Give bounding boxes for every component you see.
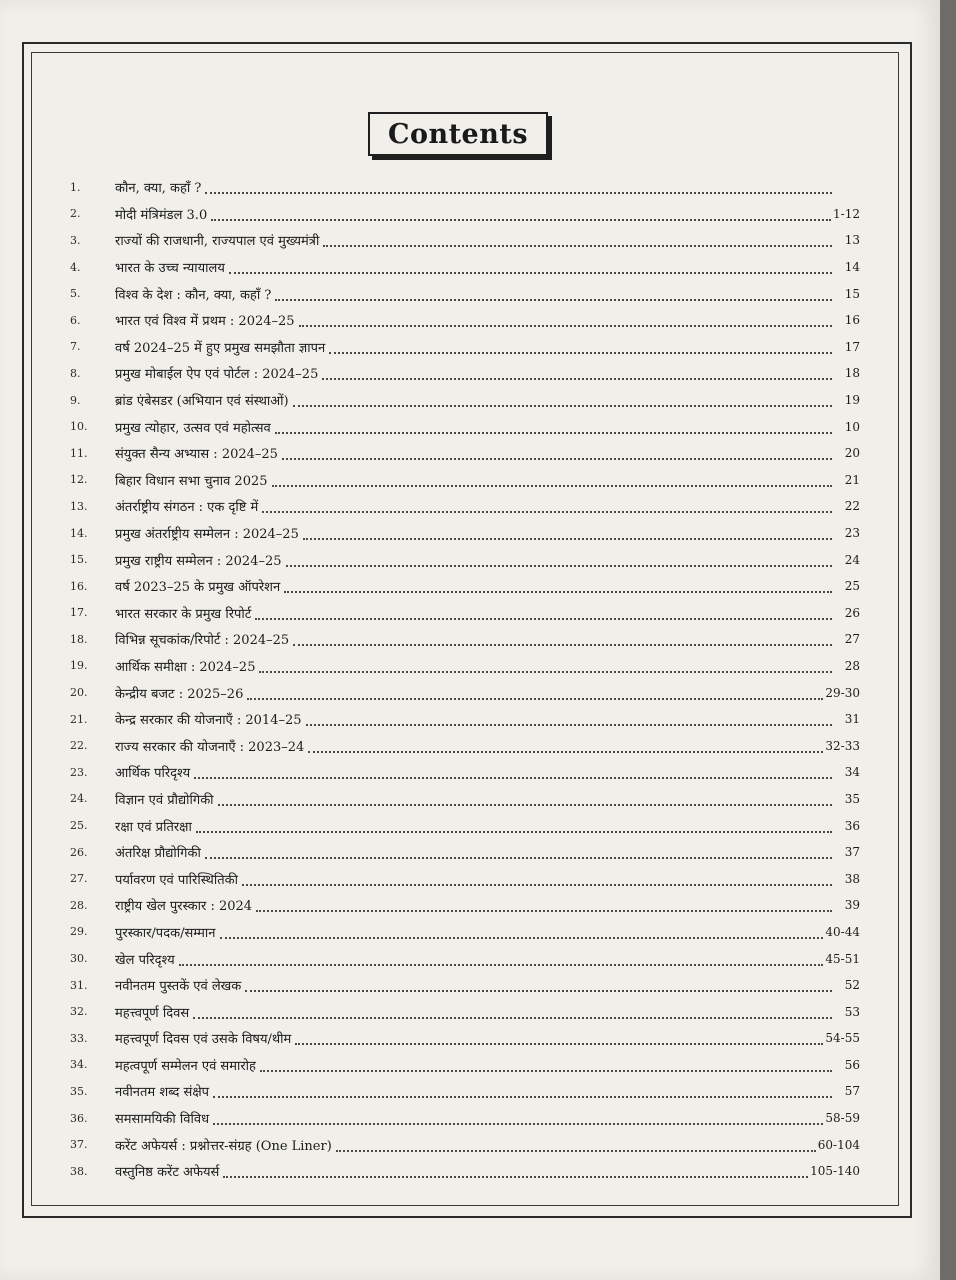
toc-entry-number: 27. xyxy=(70,872,88,886)
dot-leader xyxy=(284,579,832,593)
toc-entry-number: 22. xyxy=(70,739,88,753)
toc-entry-number: 13. xyxy=(70,499,88,513)
dot-leader xyxy=(275,287,832,301)
toc-entry-number: 35. xyxy=(70,1084,88,1098)
dot-leader xyxy=(213,1084,832,1098)
toc-entry xyxy=(70,786,860,813)
toc-entry-title: संयुक्त सैन्य अभ्यास : 2024–25 xyxy=(115,447,278,463)
toc-entry-page: 13 xyxy=(844,233,860,248)
toc-entry xyxy=(70,387,860,414)
toc-entry xyxy=(70,892,860,919)
toc-entry-title: केन्द्रीय बजट : 2025–26 xyxy=(115,686,244,702)
toc-entry-page: 56 xyxy=(844,1057,860,1072)
toc-entry-number: 28. xyxy=(70,898,88,912)
toc-entry-title: रक्षा एवं प्रतिरक्षा xyxy=(115,819,192,835)
toc-entry-title: कौन, क्या, कहाँ ? xyxy=(115,181,202,197)
dot-leader xyxy=(229,260,832,274)
toc-entry-page: 23 xyxy=(844,526,860,541)
toc-entry-number: 21. xyxy=(70,712,88,726)
toc-entry-number: 25. xyxy=(70,819,88,833)
toc-entry-number: 36. xyxy=(70,1111,88,1125)
dot-leader xyxy=(242,872,832,886)
toc-entry-title: आर्थिक परिदृश्य xyxy=(115,766,191,782)
dot-leader xyxy=(256,898,832,912)
toc-entry-page: 53 xyxy=(844,1004,860,1019)
dot-leader xyxy=(282,446,832,460)
toc-entry xyxy=(70,812,860,839)
toc-entry xyxy=(70,467,860,494)
dot-leader xyxy=(220,925,824,939)
toc-entry-title: वर्ष 2023–25 के प्रमुख ऑपरेशन xyxy=(115,580,281,596)
toc-entry xyxy=(70,1105,860,1132)
toc-entry-page: 25 xyxy=(844,579,860,594)
toc-entry-number: 24. xyxy=(70,792,88,806)
toc-entry-page: 52 xyxy=(844,978,860,993)
dot-leader xyxy=(272,473,832,487)
dot-leader xyxy=(303,526,832,540)
toc-entry-title: भारत एवं विश्व में प्रथम : 2024–25 xyxy=(115,314,295,330)
toc-entry xyxy=(70,706,860,733)
toc-entry xyxy=(70,520,860,547)
toc-entry-title: विज्ञान एवं प्रौद्योगिकी xyxy=(115,792,214,808)
toc-entry-title: प्रमुख राष्ट्रीय सम्मेलन : 2024–25 xyxy=(115,553,282,569)
dot-leader xyxy=(205,180,832,194)
dot-leader xyxy=(255,606,832,620)
toc-entry xyxy=(70,1131,860,1158)
toc-entry-page: 39 xyxy=(844,898,860,913)
dot-leader xyxy=(275,420,832,434)
toc-entry-page: 14 xyxy=(844,260,860,275)
toc-entry-number: 15. xyxy=(70,553,88,567)
toc-entry xyxy=(70,1025,860,1052)
toc-entry-number: 31. xyxy=(70,978,88,992)
dot-leader xyxy=(308,739,823,753)
dot-leader xyxy=(194,765,832,779)
toc-entry xyxy=(70,280,860,307)
toc-entry-page: 35 xyxy=(844,791,860,806)
dot-leader xyxy=(293,393,832,407)
toc-entry-number: 5. xyxy=(70,287,81,301)
toc-entry-title: महत्त्वपूर्ण दिवस एवं उसके विषय/थीम xyxy=(115,1032,292,1048)
toc-entry-page: 18 xyxy=(844,366,860,381)
toc-entry-number: 29. xyxy=(70,925,88,939)
toc-entry-number: 1. xyxy=(70,180,81,194)
toc-entry-number: 2. xyxy=(70,207,81,221)
toc-entry xyxy=(70,360,860,387)
toc-entry-number: 37. xyxy=(70,1138,88,1152)
toc-entry-number: 17. xyxy=(70,606,88,620)
dot-leader xyxy=(259,659,832,673)
toc-entry-title: अंतरिक्ष प्रौद्योगिकी xyxy=(115,846,201,862)
toc-entry-title: पुरस्कार/पदक/सम्मान xyxy=(115,925,216,941)
toc-entry-title: वर्ष 2024–25 में हुए प्रमुख समझौता ज्ञापन xyxy=(115,340,326,356)
toc-entry-title: भारत सरकार के प्रमुख रिपोर्ट xyxy=(115,606,252,622)
toc-entry-title: मोदी मंत्रिमंडल 3.0 xyxy=(115,207,208,223)
dot-leader xyxy=(336,1138,816,1152)
toc-entry xyxy=(70,307,860,334)
toc-entry-number: 11. xyxy=(70,446,88,460)
toc-entry-title: महत्त्वपूर्ण दिवस xyxy=(115,1005,190,1021)
toc-entry-title: प्रमुख अंतर्राष्ट्रीय सम्मेलन : 2024–25 xyxy=(115,527,299,543)
toc-entry-page: 1-12 xyxy=(833,206,860,221)
toc-entry xyxy=(70,254,860,281)
toc-entry-page: 21 xyxy=(844,472,860,487)
toc-entry xyxy=(70,493,860,520)
toc-entry-page: 105-140 xyxy=(810,1164,860,1179)
toc-entry xyxy=(70,945,860,972)
toc-entry-number: 14. xyxy=(70,526,88,540)
toc-entry-title: प्रमुख मोबाईल ऐप एवं पोर्टल : 2024–25 xyxy=(115,367,319,383)
toc-entry-number: 7. xyxy=(70,340,81,354)
toc-entry-number: 18. xyxy=(70,632,88,646)
dot-leader xyxy=(293,632,832,646)
toc-entry-number: 10. xyxy=(70,420,88,434)
toc-entry-number: 19. xyxy=(70,659,88,673)
toc-entry-number: 4. xyxy=(70,260,81,274)
toc-entry-title: राष्ट्रीय खेल पुरस्कार : 2024 xyxy=(115,899,253,915)
toc-entry xyxy=(70,919,860,946)
toc-entry-title: विश्व के देश : कौन, क्या, कहाँ ? xyxy=(115,287,272,303)
toc-entry-page: 16 xyxy=(844,313,860,328)
toc-entry-number: 32. xyxy=(70,1005,88,1019)
toc-entry-title: नवीनतम शब्द संक्षेप xyxy=(115,1085,210,1101)
toc-entry-title: समसामयिकी विविध xyxy=(115,1112,210,1128)
toc-entry-number: 34. xyxy=(70,1058,88,1072)
toc-entry-title: प्रमुख त्योहार, उत्सव एवं महोत्सव xyxy=(115,420,271,436)
toc-entry-title: पर्यावरण एवं पारिस्थितिकी xyxy=(115,872,238,888)
toc-entry xyxy=(70,653,860,680)
dot-leader xyxy=(245,978,832,992)
toc-entry-page: 26 xyxy=(844,605,860,620)
page-edge xyxy=(940,0,956,1280)
toc-entry xyxy=(70,440,860,467)
toc-entry-number: 9. xyxy=(70,393,81,407)
toc-entry-title: महत्वपूर्ण सम्मेलन एवं समारोह xyxy=(115,1058,256,1074)
toc-entry xyxy=(70,865,860,892)
dot-leader xyxy=(213,1111,823,1125)
toc-entry-page: 45-51 xyxy=(825,951,860,966)
toc-entry-title: ब्रांड एंबेसडर (अभियान एवं संस्थाओं) xyxy=(115,394,289,410)
toc-entry-title: नवीनतम पुस्तकें एवं लेखक xyxy=(115,979,242,995)
toc-entry-page: 24 xyxy=(844,552,860,567)
dot-leader xyxy=(295,1031,823,1045)
toc-entry-number: 8. xyxy=(70,366,81,380)
dot-leader xyxy=(260,1058,832,1072)
toc-entry-title: वस्तुनिष्ठ करेंट अफेयर्स xyxy=(115,1165,220,1181)
toc-entry-page: 38 xyxy=(844,871,860,886)
dot-leader xyxy=(306,712,832,726)
dot-leader xyxy=(196,819,832,833)
toc-entry xyxy=(70,1158,860,1185)
toc-entry-number: 3. xyxy=(70,233,81,247)
toc-entry xyxy=(70,201,860,228)
toc-entry-page: 34 xyxy=(844,765,860,780)
toc-entry xyxy=(70,413,860,440)
toc-entry xyxy=(70,334,860,361)
toc-entry-page: 17 xyxy=(844,339,860,354)
dot-leader xyxy=(223,1164,808,1178)
dot-leader xyxy=(299,313,832,327)
toc-entry-page: 20 xyxy=(844,446,860,461)
toc-entry xyxy=(70,600,860,627)
toc-entry xyxy=(70,679,860,706)
toc-entry xyxy=(70,573,860,600)
toc-entry-title: बिहार विधान सभा चुनाव 2025 xyxy=(115,473,268,489)
toc-entry-title: खेल परिदृश्य xyxy=(115,952,175,968)
toc-entry-page: 31 xyxy=(844,712,860,727)
toc-entry-title: भारत के उच्च न्यायालय xyxy=(115,261,225,277)
toc-entry xyxy=(70,227,860,254)
dot-leader xyxy=(218,792,832,806)
toc-entry-number: 23. xyxy=(70,765,88,779)
toc-entry-number: 26. xyxy=(70,845,88,859)
toc-entry-title: अंतर्राष्ट्रीय संगठन : एक दृष्टि में xyxy=(115,500,259,516)
dot-leader xyxy=(329,340,832,354)
toc-entry-page: 57 xyxy=(844,1084,860,1099)
dot-leader xyxy=(193,1005,832,1019)
dot-leader xyxy=(323,233,832,247)
toc-entry-page: 19 xyxy=(844,393,860,408)
page-title: Contents xyxy=(387,118,529,150)
toc-entry-number: 30. xyxy=(70,952,88,966)
toc-entry xyxy=(70,839,860,866)
dot-leader xyxy=(205,845,832,859)
toc-entry-title: केन्द्र सरकार की योजनाएँ : 2014–25 xyxy=(115,713,302,729)
contents-title-box xyxy=(368,112,548,156)
dot-leader xyxy=(286,553,832,567)
dot-leader xyxy=(179,952,824,966)
toc-entry-title: विभिन्न सूचकांक/रिपोर्ट : 2024–25 xyxy=(115,633,290,649)
toc-entry xyxy=(70,759,860,786)
toc-entry xyxy=(70,998,860,1025)
toc-entry-number: 12. xyxy=(70,473,88,487)
toc-entry-title: आर्थिक समीक्षा : 2024–25 xyxy=(115,659,256,675)
toc-entry-page: 29-30 xyxy=(825,685,860,700)
toc-entry xyxy=(70,546,860,573)
table-of-contents xyxy=(70,174,860,1185)
toc-entry-number: 6. xyxy=(70,313,81,327)
toc-entry xyxy=(70,732,860,759)
toc-entry-number: 16. xyxy=(70,579,88,593)
toc-entry xyxy=(70,626,860,653)
toc-entry-title: करेंट अफेयर्स : प्रश्नोत्तर-संग्रह (One Liner) xyxy=(115,1138,332,1154)
toc-entry-number: 33. xyxy=(70,1031,88,1045)
toc-entry-page: 36 xyxy=(844,818,860,833)
dot-leader xyxy=(322,366,832,380)
toc-entry-page: 27 xyxy=(844,632,860,647)
toc-entry-page: 32-33 xyxy=(825,738,860,753)
dot-leader xyxy=(211,207,831,221)
toc-entry-page: 60-104 xyxy=(817,1137,860,1152)
toc-entry xyxy=(70,174,860,201)
toc-entry-page: 22 xyxy=(844,499,860,514)
toc-entry-number: 20. xyxy=(70,686,88,700)
toc-entry-page: 40-44 xyxy=(825,924,860,939)
toc-entry-page: 58-59 xyxy=(825,1111,860,1126)
toc-entry xyxy=(70,1052,860,1079)
dot-leader xyxy=(247,686,823,700)
toc-entry xyxy=(70,972,860,999)
toc-entry-page: 15 xyxy=(844,286,860,301)
toc-entry-page: 28 xyxy=(844,658,860,673)
toc-entry-page: 54-55 xyxy=(825,1031,860,1046)
toc-entry-page: 10 xyxy=(844,419,860,434)
toc-entry-title: राज्यों की राजधानी, राज्यपाल एवं मुख्यमंत्री xyxy=(115,234,320,250)
dot-leader xyxy=(262,499,832,513)
toc-entry-number: 38. xyxy=(70,1164,88,1178)
toc-entry-title: राज्य सरकार की योजनाएँ : 2023–24 xyxy=(115,739,305,755)
toc-entry xyxy=(70,1078,860,1105)
toc-entry-page: 37 xyxy=(844,845,860,860)
